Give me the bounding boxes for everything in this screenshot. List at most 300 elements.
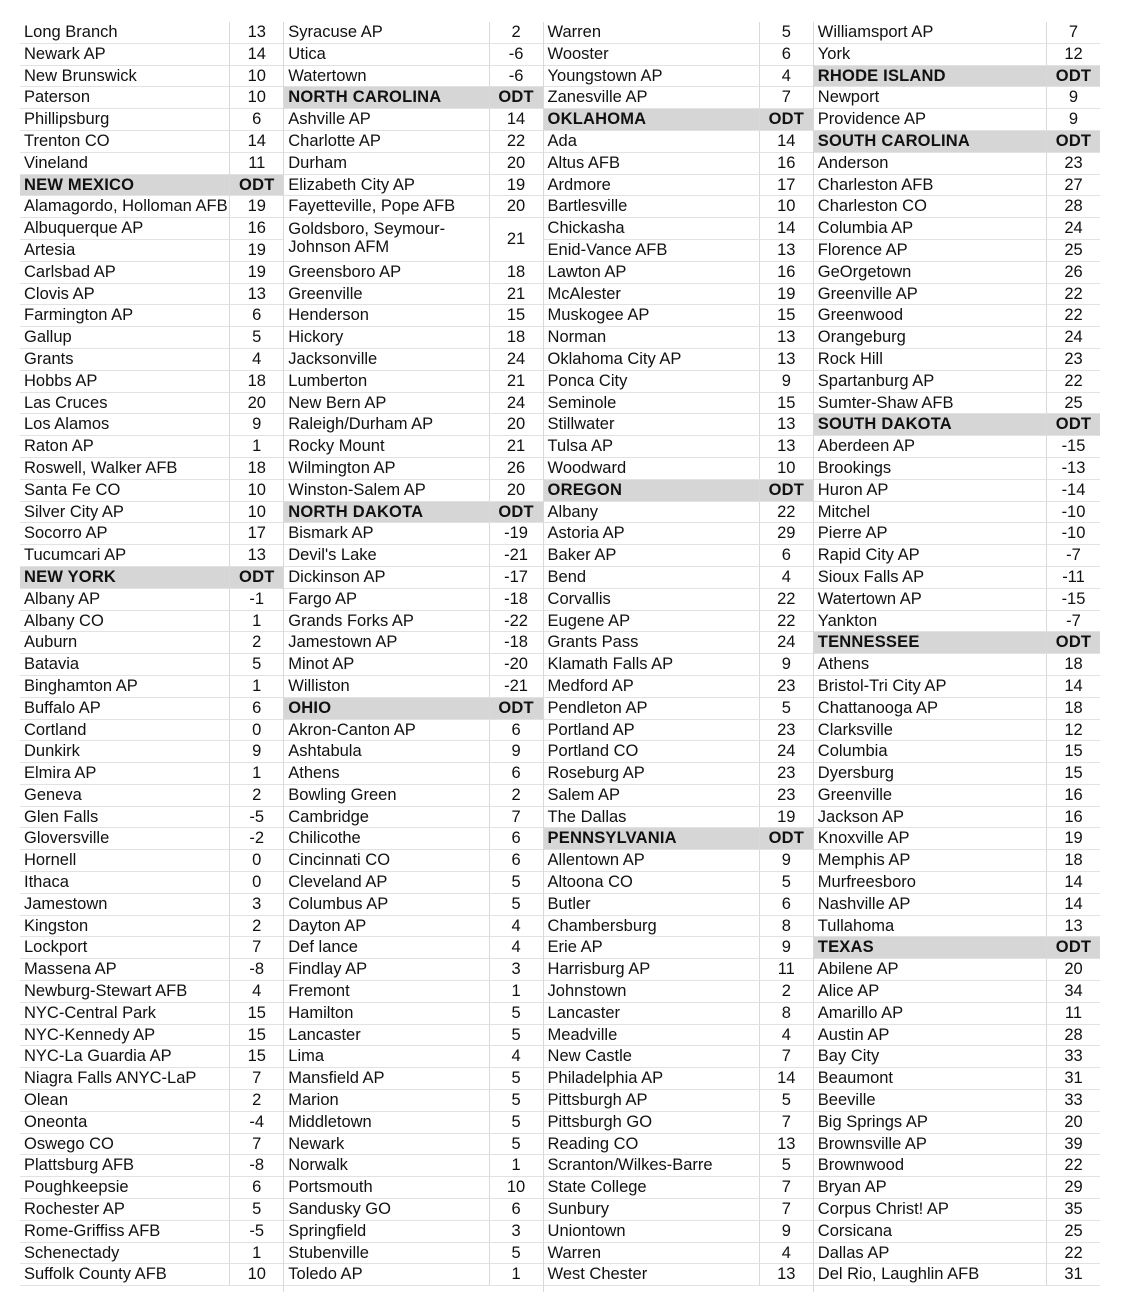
odt-value: 24: [759, 632, 813, 654]
city-name: Greenville: [814, 785, 1046, 807]
odt-header: ODT: [759, 828, 813, 850]
city-name: Amarillo AP: [814, 1003, 1046, 1025]
city-name: Toledo AP: [284, 1264, 488, 1286]
odt-value: 0: [229, 720, 283, 742]
odt-header: ODT: [1046, 937, 1100, 959]
odt-value: 23: [759, 763, 813, 785]
odt-value: 4: [759, 567, 813, 589]
odt-value: -6: [489, 66, 543, 88]
odt-value: 6: [489, 1199, 543, 1221]
odt-header: ODT: [759, 109, 813, 131]
odt-value: 12: [1046, 44, 1100, 66]
city-name: Fayetteville, Pope AFB: [284, 196, 488, 218]
city-name: Newburg-Stewart AFB: [20, 981, 229, 1003]
city-name: Rapid City AP: [814, 545, 1046, 567]
odt-value: 1: [229, 1243, 283, 1265]
city-name: Columbia: [814, 741, 1046, 763]
city-name: Greenville AP: [814, 284, 1046, 306]
city-name: Silver City AP: [20, 502, 229, 524]
city-name: Lumberton: [284, 371, 488, 393]
city-name: Stubenville: [284, 1243, 488, 1265]
city-name: Geneva: [20, 785, 229, 807]
odt-value: 20: [489, 480, 543, 502]
city-name: Ashville AP: [284, 109, 488, 131]
odt-value: -21: [489, 545, 543, 567]
city-name: Paterson: [20, 87, 229, 109]
city-name: Glen Falls: [20, 807, 229, 829]
city-name: Mansfield AP: [284, 1068, 488, 1090]
city-name: Plattsburg AFB: [20, 1155, 229, 1177]
city-name: Scranton/Wilkes-Barre: [544, 1155, 759, 1177]
city-name: Poughkeepsie: [20, 1177, 229, 1199]
design-temperature-table: [20, 22, 1100, 1292]
odt-value: 4: [489, 1046, 543, 1068]
city-name: New Castle: [544, 1046, 759, 1068]
city-name: Brownsville AP: [814, 1134, 1046, 1156]
city-name: Portland AP: [544, 720, 759, 742]
odt-value: -18: [489, 589, 543, 611]
odt-value: 6: [229, 305, 283, 327]
city-name: Big Springs AP: [814, 1112, 1046, 1134]
odt-value: 5: [489, 1134, 543, 1156]
odt-value: 18: [489, 262, 543, 284]
city-name: Bowling Green: [284, 785, 488, 807]
city-name: Long Branch: [20, 22, 229, 44]
odt-value: 1: [229, 611, 283, 633]
odt-value: 15: [229, 1003, 283, 1025]
odt-value: 5: [759, 1155, 813, 1177]
odt-value: 14: [1046, 676, 1100, 698]
odt-value: 35: [1046, 1199, 1100, 1221]
city-name: Cleveland AP: [284, 872, 488, 894]
city-name: Tulsa AP: [544, 436, 759, 458]
odt-value: 5: [759, 22, 813, 44]
odt-value: -7: [1046, 545, 1100, 567]
city-name: Def lance: [284, 937, 488, 959]
odt-value: 20: [1046, 959, 1100, 981]
city-name: Pittsburgh AP: [544, 1090, 759, 1112]
odt-value: 8: [759, 1003, 813, 1025]
odt-value: 6: [229, 698, 283, 720]
city-name: Charleston CO: [814, 196, 1046, 218]
odt-value: -8: [229, 959, 283, 981]
city-name: Chambersburg: [544, 916, 759, 938]
odt-value: 10: [229, 66, 283, 88]
city-name: Albany: [544, 502, 759, 524]
odt-value: 3: [229, 894, 283, 916]
city-name: Albany AP: [20, 589, 229, 611]
city-name: Lawton AP: [544, 262, 759, 284]
odt-value: 22: [759, 589, 813, 611]
city-name: Elmira AP: [20, 763, 229, 785]
city-name: Woodward: [544, 458, 759, 480]
city-name: Cortland: [20, 720, 229, 742]
city-name: Findlay AP: [284, 959, 488, 981]
odt-value: 3: [489, 959, 543, 981]
city-name: Jacksonville: [284, 349, 488, 371]
city-name: Gallup: [20, 327, 229, 349]
city-name: Ponca City: [544, 371, 759, 393]
city-name: Sioux Falls AP: [814, 567, 1046, 589]
city-name: York: [814, 44, 1046, 66]
city-name: Seminole: [544, 393, 759, 415]
odt-value: 5: [489, 1003, 543, 1025]
odt-value: 10: [229, 1264, 283, 1286]
city-name: Greenwood: [814, 305, 1046, 327]
city-name: Reading CO: [544, 1134, 759, 1156]
odt-value: 22: [1046, 1155, 1100, 1177]
odt-value: -19: [489, 523, 543, 545]
odt-value: -15: [1046, 589, 1100, 611]
odt-value: 7: [229, 1134, 283, 1156]
odt-value: 7: [759, 87, 813, 109]
city-name: Butler: [544, 894, 759, 916]
odt-value: 13: [229, 22, 283, 44]
odt-value: 10: [229, 502, 283, 524]
city-name: Marion: [284, 1090, 488, 1112]
odt-value: 9: [1046, 109, 1100, 131]
state-header: NORTH CAROLINA: [284, 87, 488, 109]
city-name: Sunbury: [544, 1199, 759, 1221]
odt-value: 20: [489, 153, 543, 175]
city-name: Fargo AP: [284, 589, 488, 611]
odt-value: 6: [489, 850, 543, 872]
odt-value: 7: [759, 1177, 813, 1199]
state-header: NEW MEXICO: [20, 175, 229, 197]
city-name: Columbus AP: [284, 894, 488, 916]
odt-header: ODT: [1046, 632, 1100, 654]
city-name: Roswell, Walker AFB: [20, 458, 229, 480]
odt-header: ODT: [229, 175, 283, 197]
odt-value: 6: [759, 894, 813, 916]
city-name: Watertown: [284, 66, 488, 88]
city-name: Hamilton: [284, 1003, 488, 1025]
odt-value: 22: [489, 131, 543, 153]
state-header: SOUTH CAROLINA: [814, 131, 1046, 153]
city-name: NYC-Central Park: [20, 1003, 229, 1025]
city-name: Raleigh/Durham AP: [284, 414, 488, 436]
city-name: Bend: [544, 567, 759, 589]
odt-value: 19: [1046, 828, 1100, 850]
city-name: New Bern AP: [284, 393, 488, 415]
city-name: Zanesville AP: [544, 87, 759, 109]
odt-value: 33: [1046, 1090, 1100, 1112]
odt-value: 1: [489, 1155, 543, 1177]
odt-value: 5: [759, 1090, 813, 1112]
city-name: Buffalo AP: [20, 698, 229, 720]
odt-value: 31: [1046, 1264, 1100, 1286]
city-name: NYC-La Guardia AP: [20, 1046, 229, 1068]
city-name: Chickasha: [544, 218, 759, 240]
odt-value: 18: [1046, 850, 1100, 872]
odt-value: 6: [759, 545, 813, 567]
city-name: Beeville: [814, 1090, 1046, 1112]
city-name: Hickory: [284, 327, 488, 349]
odt-value: 13: [759, 240, 813, 262]
odt-value: 25: [1046, 240, 1100, 262]
city-name: Lima: [284, 1046, 488, 1068]
odt-value: 26: [489, 458, 543, 480]
city-name: Dunkirk: [20, 741, 229, 763]
odt-value: -6: [489, 44, 543, 66]
city-name: Norman: [544, 327, 759, 349]
odt-header: ODT: [489, 502, 543, 524]
city-name: Uniontown: [544, 1221, 759, 1243]
city-name: Rochester AP: [20, 1199, 229, 1221]
city-name: Memphis AP: [814, 850, 1046, 872]
odt-value: -18: [489, 632, 543, 654]
odt-value: 6: [229, 1177, 283, 1199]
odt-value: 2: [759, 981, 813, 1003]
odt-value: -8: [229, 1155, 283, 1177]
odt-value: 5: [229, 654, 283, 676]
odt-value: 16: [759, 153, 813, 175]
city-name: Schenectady: [20, 1243, 229, 1265]
city-name: Murfreesboro: [814, 872, 1046, 894]
odt-header: ODT: [229, 567, 283, 589]
odt-value: 13: [759, 327, 813, 349]
city-name: Corsicana: [814, 1221, 1046, 1243]
city-name: Ardmore: [544, 175, 759, 197]
odt-value: 20: [1046, 1112, 1100, 1134]
city-name: Corvallis: [544, 589, 759, 611]
odt-value: 23: [759, 676, 813, 698]
odt-value: 15: [229, 1046, 283, 1068]
odt-value: -5: [229, 1221, 283, 1243]
odt-value: 39: [1046, 1134, 1100, 1156]
odt-value: 5: [489, 894, 543, 916]
odt-value: 18: [489, 327, 543, 349]
odt-value: 9: [759, 850, 813, 872]
state-header: NORTH DAKOTA: [284, 502, 488, 524]
city-name: Anderson: [814, 153, 1046, 175]
city-name: Ada: [544, 131, 759, 153]
odt-value: 19: [759, 807, 813, 829]
odt-value: 6: [759, 44, 813, 66]
odt-value: 19: [229, 262, 283, 284]
city-name: Alamagordo, Holloman AFB: [20, 196, 229, 218]
odt-value: 15: [489, 305, 543, 327]
city-name: McAlester: [544, 284, 759, 306]
odt-value: 5: [489, 1112, 543, 1134]
city-name: Bartlesville: [544, 196, 759, 218]
city-name: Harrisburg AP: [544, 959, 759, 981]
city-name: Henderson: [284, 305, 488, 327]
city-name: Fremont: [284, 981, 488, 1003]
city-name: Dayton AP: [284, 916, 488, 938]
odt-value: 7: [229, 937, 283, 959]
city-name: Philadelphia AP: [544, 1068, 759, 1090]
city-name: Salem AP: [544, 785, 759, 807]
odt-value: 24: [489, 349, 543, 371]
odt-value: -22: [489, 611, 543, 633]
city-name: Wooster: [544, 44, 759, 66]
city-name: Chattanooga AP: [814, 698, 1046, 720]
city-name: Brookings: [814, 458, 1046, 480]
city-name: Pierre AP: [814, 523, 1046, 545]
city-name: Cambridge: [284, 807, 488, 829]
odt-value: 15: [229, 1025, 283, 1047]
odt-header: ODT: [489, 87, 543, 109]
city-name: New Brunswick: [20, 66, 229, 88]
city-name: Meadville: [544, 1025, 759, 1047]
odt-value: -4: [229, 1112, 283, 1134]
city-name: Athens: [284, 763, 488, 785]
odt-value: 7: [229, 1068, 283, 1090]
city-name: Sandusky GO: [284, 1199, 488, 1221]
odt-value: 29: [759, 523, 813, 545]
odt-value: -5: [229, 807, 283, 829]
odt-value: 9: [229, 741, 283, 763]
city-name: Phillipsburg: [20, 109, 229, 131]
odt-value: 18: [229, 458, 283, 480]
odt-value: -15: [1046, 436, 1100, 458]
odt-value: 7: [1046, 22, 1100, 44]
city-name: Tullahoma: [814, 916, 1046, 938]
city-name: Klamath Falls AP: [544, 654, 759, 676]
odt-header: ODT: [1046, 131, 1100, 153]
city-name: Clovis AP: [20, 284, 229, 306]
odt-value: 2: [489, 785, 543, 807]
city-name: Knoxville AP: [814, 828, 1046, 850]
city-name: Greenville: [284, 284, 488, 306]
odt-value: 4: [759, 66, 813, 88]
odt-value: 10: [229, 87, 283, 109]
city-name: Mitchel: [814, 502, 1046, 524]
odt-value: 4: [759, 1025, 813, 1047]
odt-value: 24: [759, 741, 813, 763]
odt-value: 16: [759, 262, 813, 284]
odt-value: 9: [759, 371, 813, 393]
odt-value: -11: [1046, 567, 1100, 589]
city-name: Santa Fe CO: [20, 480, 229, 502]
odt-value: 20: [489, 196, 543, 218]
city-name: Kingston: [20, 916, 229, 938]
state-header: TEXAS: [814, 937, 1046, 959]
city-name: Olean: [20, 1090, 229, 1112]
city-name: Altoona CO: [544, 872, 759, 894]
city-name: West Chester: [544, 1264, 759, 1286]
city-name: Florence AP: [814, 240, 1046, 262]
city-name: Stillwater: [544, 414, 759, 436]
state-header: PENNSYLVANIA: [544, 828, 759, 850]
odt-value: -20: [489, 654, 543, 676]
city-name: NYC-Kennedy AP: [20, 1025, 229, 1047]
odt-value: 22: [1046, 284, 1100, 306]
odt-value: 16: [1046, 785, 1100, 807]
city-name: Grants: [20, 349, 229, 371]
city-name: Minot AP: [284, 654, 488, 676]
odt-value: 11: [759, 959, 813, 981]
city-name: Trenton CO: [20, 131, 229, 153]
city-name: GeOrgetown: [814, 262, 1046, 284]
odt-value: 13: [759, 436, 813, 458]
city-name: Durham: [284, 153, 488, 175]
odt-value: 1: [489, 981, 543, 1003]
city-name: State College: [544, 1177, 759, 1199]
odt-value: 14: [489, 109, 543, 131]
odt-value: 22: [759, 502, 813, 524]
odt-value: -1: [229, 589, 283, 611]
city-name: Dickinson AP: [284, 567, 488, 589]
odt-value: 13: [1046, 916, 1100, 938]
table-column-1: [20, 22, 283, 1292]
city-name: Ithaca: [20, 872, 229, 894]
odt-header: ODT: [1046, 66, 1100, 88]
city-name: Williston: [284, 676, 488, 698]
odt-value: 13: [759, 1264, 813, 1286]
odt-value: -14: [1046, 480, 1100, 502]
city-name: Providence AP: [814, 109, 1046, 131]
odt-value: 4: [489, 937, 543, 959]
city-name: Athens: [814, 654, 1046, 676]
odt-value: 22: [1046, 1243, 1100, 1265]
odt-value: 14: [229, 44, 283, 66]
odt-value: 6: [229, 109, 283, 131]
odt-value: 5: [489, 1090, 543, 1112]
odt-value: 14: [1046, 872, 1100, 894]
city-name: Suffolk County AFB: [20, 1264, 229, 1286]
city-name: Alice AP: [814, 981, 1046, 1003]
city-name: Auburn: [20, 632, 229, 654]
city-name: Enid-Vance AFB: [544, 240, 759, 262]
odt-value: 19: [759, 284, 813, 306]
odt-value: 21: [489, 436, 543, 458]
city-name: Warren: [544, 1243, 759, 1265]
odt-header: ODT: [1046, 414, 1100, 436]
city-name: Muskogee AP: [544, 305, 759, 327]
odt-value: 5: [489, 1068, 543, 1090]
odt-value: 15: [1046, 763, 1100, 785]
city-name: Grands Forks AP: [284, 611, 488, 633]
table-column-4: [813, 22, 1100, 1292]
odt-value: 1: [229, 763, 283, 785]
city-name: Utica: [284, 44, 488, 66]
city-name: Hornell: [20, 850, 229, 872]
city-name: Albuquerque AP: [20, 218, 229, 240]
odt-value: 23: [1046, 153, 1100, 175]
odt-value: 1: [229, 436, 283, 458]
odt-value: 23: [759, 720, 813, 742]
city-name: Bryan AP: [814, 1177, 1046, 1199]
odt-value: 18: [229, 371, 283, 393]
odt-value: 4: [229, 349, 283, 371]
city-name: Clarksville: [814, 720, 1046, 742]
city-name: Niagra Falls ANYC-LaP: [20, 1068, 229, 1090]
city-name: Columbia AP: [814, 218, 1046, 240]
city-name: Portsmouth: [284, 1177, 488, 1199]
city-name: Akron-Canton AP: [284, 720, 488, 742]
odt-value: 10: [759, 458, 813, 480]
table-column-2: [283, 22, 542, 1292]
city-name: Yankton: [814, 611, 1046, 633]
odt-value: 15: [759, 305, 813, 327]
odt-value: 18: [1046, 698, 1100, 720]
city-name: Raton AP: [20, 436, 229, 458]
odt-value: 24: [1046, 327, 1100, 349]
odt-value: 14: [759, 131, 813, 153]
city-name: Astoria AP: [544, 523, 759, 545]
odt-value: 1: [489, 1264, 543, 1286]
city-name: Elizabeth City AP: [284, 175, 488, 197]
city-name: Oswego CO: [20, 1134, 229, 1156]
city-name: Dyersburg: [814, 763, 1046, 785]
city-name: Goldsboro, Seymour-Johnson AFM: [284, 218, 488, 262]
city-name: Dallas AP: [814, 1243, 1046, 1265]
state-header: SOUTH DAKOTA: [814, 414, 1046, 436]
city-name: Charlotte AP: [284, 131, 488, 153]
city-name: Sumter-Shaw AFB: [814, 393, 1046, 415]
